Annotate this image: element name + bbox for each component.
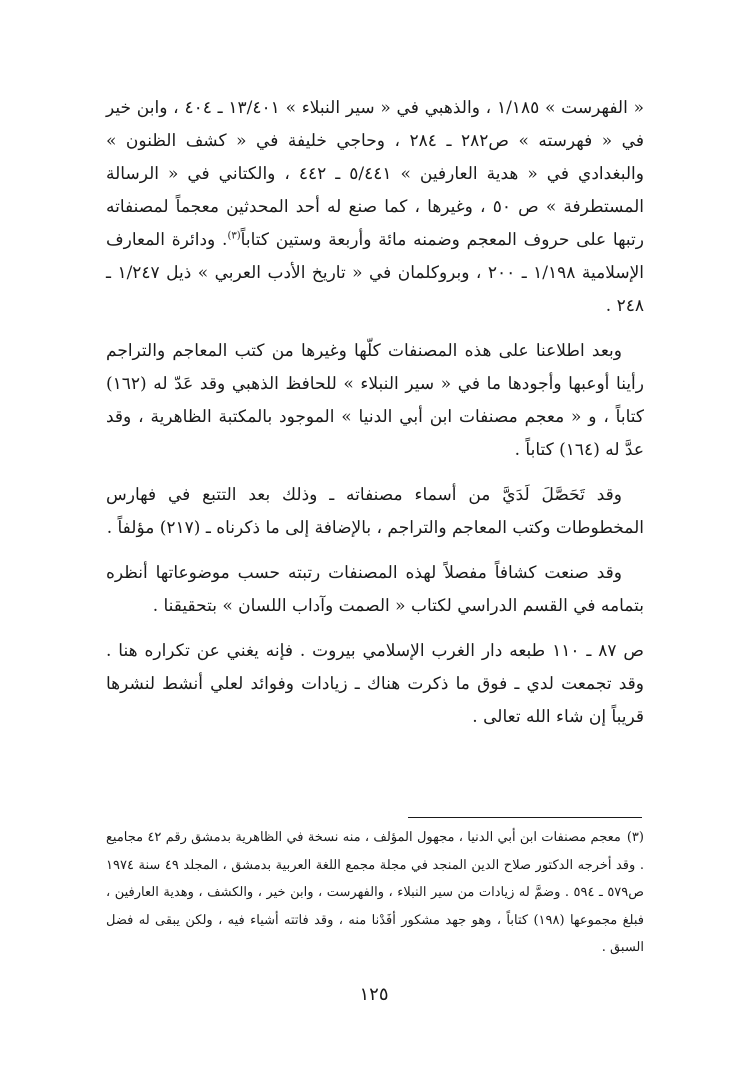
paragraph-5: ص ٨٧ ـ ١١٠ طبعه دار الغرب الإسلامي بيروت . فإنه يغني عن تكراره هنا . وقد تجمعت لدي ـ فوق ما ذكرت هناك ـ زيادات وفوائد لعلي أنشط لنشرها قريباً إن شاء الله تعالى . [106,641,644,727]
paragraph-1-end: . ودائرة المعارف الإسلامية ١/١٩٨ ـ ٢٠٠ ، وبروكلمان في « تاريخ الأدب العربي » ذيل ١/٢٤٧ ـ ٢٤٨ . [106,230,645,316]
footnotes [106,824,644,962]
page-number: ١٢٥ [359,984,389,1005]
footnote-divider [408,817,642,818]
paragraph-3: وقد تَحَصَّلَ لَدَيَّ من أسماء مصنفاته ـ وذلك بعد التتبع في فهارس المخطوطات وكتب المعاجم والتراجم ، بالإضافة إلى ما ذكرناه ـ (٢١٧) مؤلفاً . [106,485,644,538]
footnote-text: معجم مصنفات ابن أبي الدنيا ، مجهول المؤلف ، منه نسخة في الظاهرية بدمشق رقم ٤٢ مجاميع . وقد أخرجه الدكتور صلاح الدين المنجد في مجلة مجمع اللغة العربية بدمشق ، المجلد ٤٩ سنة ١٩٧٤ ص٥٧٩ ـ ٥٩٤ . وضمَّ له زيادات من سير النبلاء ، والفهرست ، وابن خير ، والكشف ، وهدية العارفين ، فبلغ مجموعها (١٩٨) كتاباً ، وهو جهد مشكور أفَدْنا منه ، وقد فاتته أشياء فيه ، ولكن يبقى له فضل السبق . [106,830,644,955]
paragraph-4: وقد صنعت كشافاً مفصلاً لهذه المصنفات رتبته حسب موضوعاتها أنظره بتمامه في القسم الدراسي لكتاب « الصمت وآداب اللسان » بتحقيقنا . [106,563,644,616]
paragraph-1 [106,92,644,323]
page-body [106,92,644,734]
footnote-ref-3[interactable]: (٣) [227,230,241,242]
footnote-3 [106,824,644,962]
main-text [106,92,644,734]
paragraph-1-text: « الفهرست » ١/١٨٥ ، والذهبي في « سير النبلاء » ١٣/٤٠١ ـ ٤٠٤ ، وابن خير في « فهرسته » ص٢٨٢ ـ ٢٨٤ ، وحاجي خليفة في « كشف الظنون » والبغدادي في « هدية العارفين » ٥/٤٤١ ـ ٤٤٢ ، والكتاني في « الرسالة المستطرفة » ص ٥٠ ، وغيرها ، كما صنع له أحد المحدثين معجماً لمصنفاته رتبها على حروف المعجم وضمنه مائة وأربعة وستين كتاباً [106,98,645,250]
paragraph-2: وبعد اطلاعنا على هذه المصنفات كلّها وغيرها من كتب المعاجم والتراجم رأينا أوعبها وأجودها ما في « سير النبلاء » للحافظ الذهبي وقد عَدّ له (١٦٢) كتاباً ، و « معجم مصنفات ابن أبي الدنيا » الموجود بالمكتبة الظاهرية ، وقد عدَّ له (١٦٤) كتاباً . [106,341,644,460]
footnote-marker: (٣) [626,830,644,845]
